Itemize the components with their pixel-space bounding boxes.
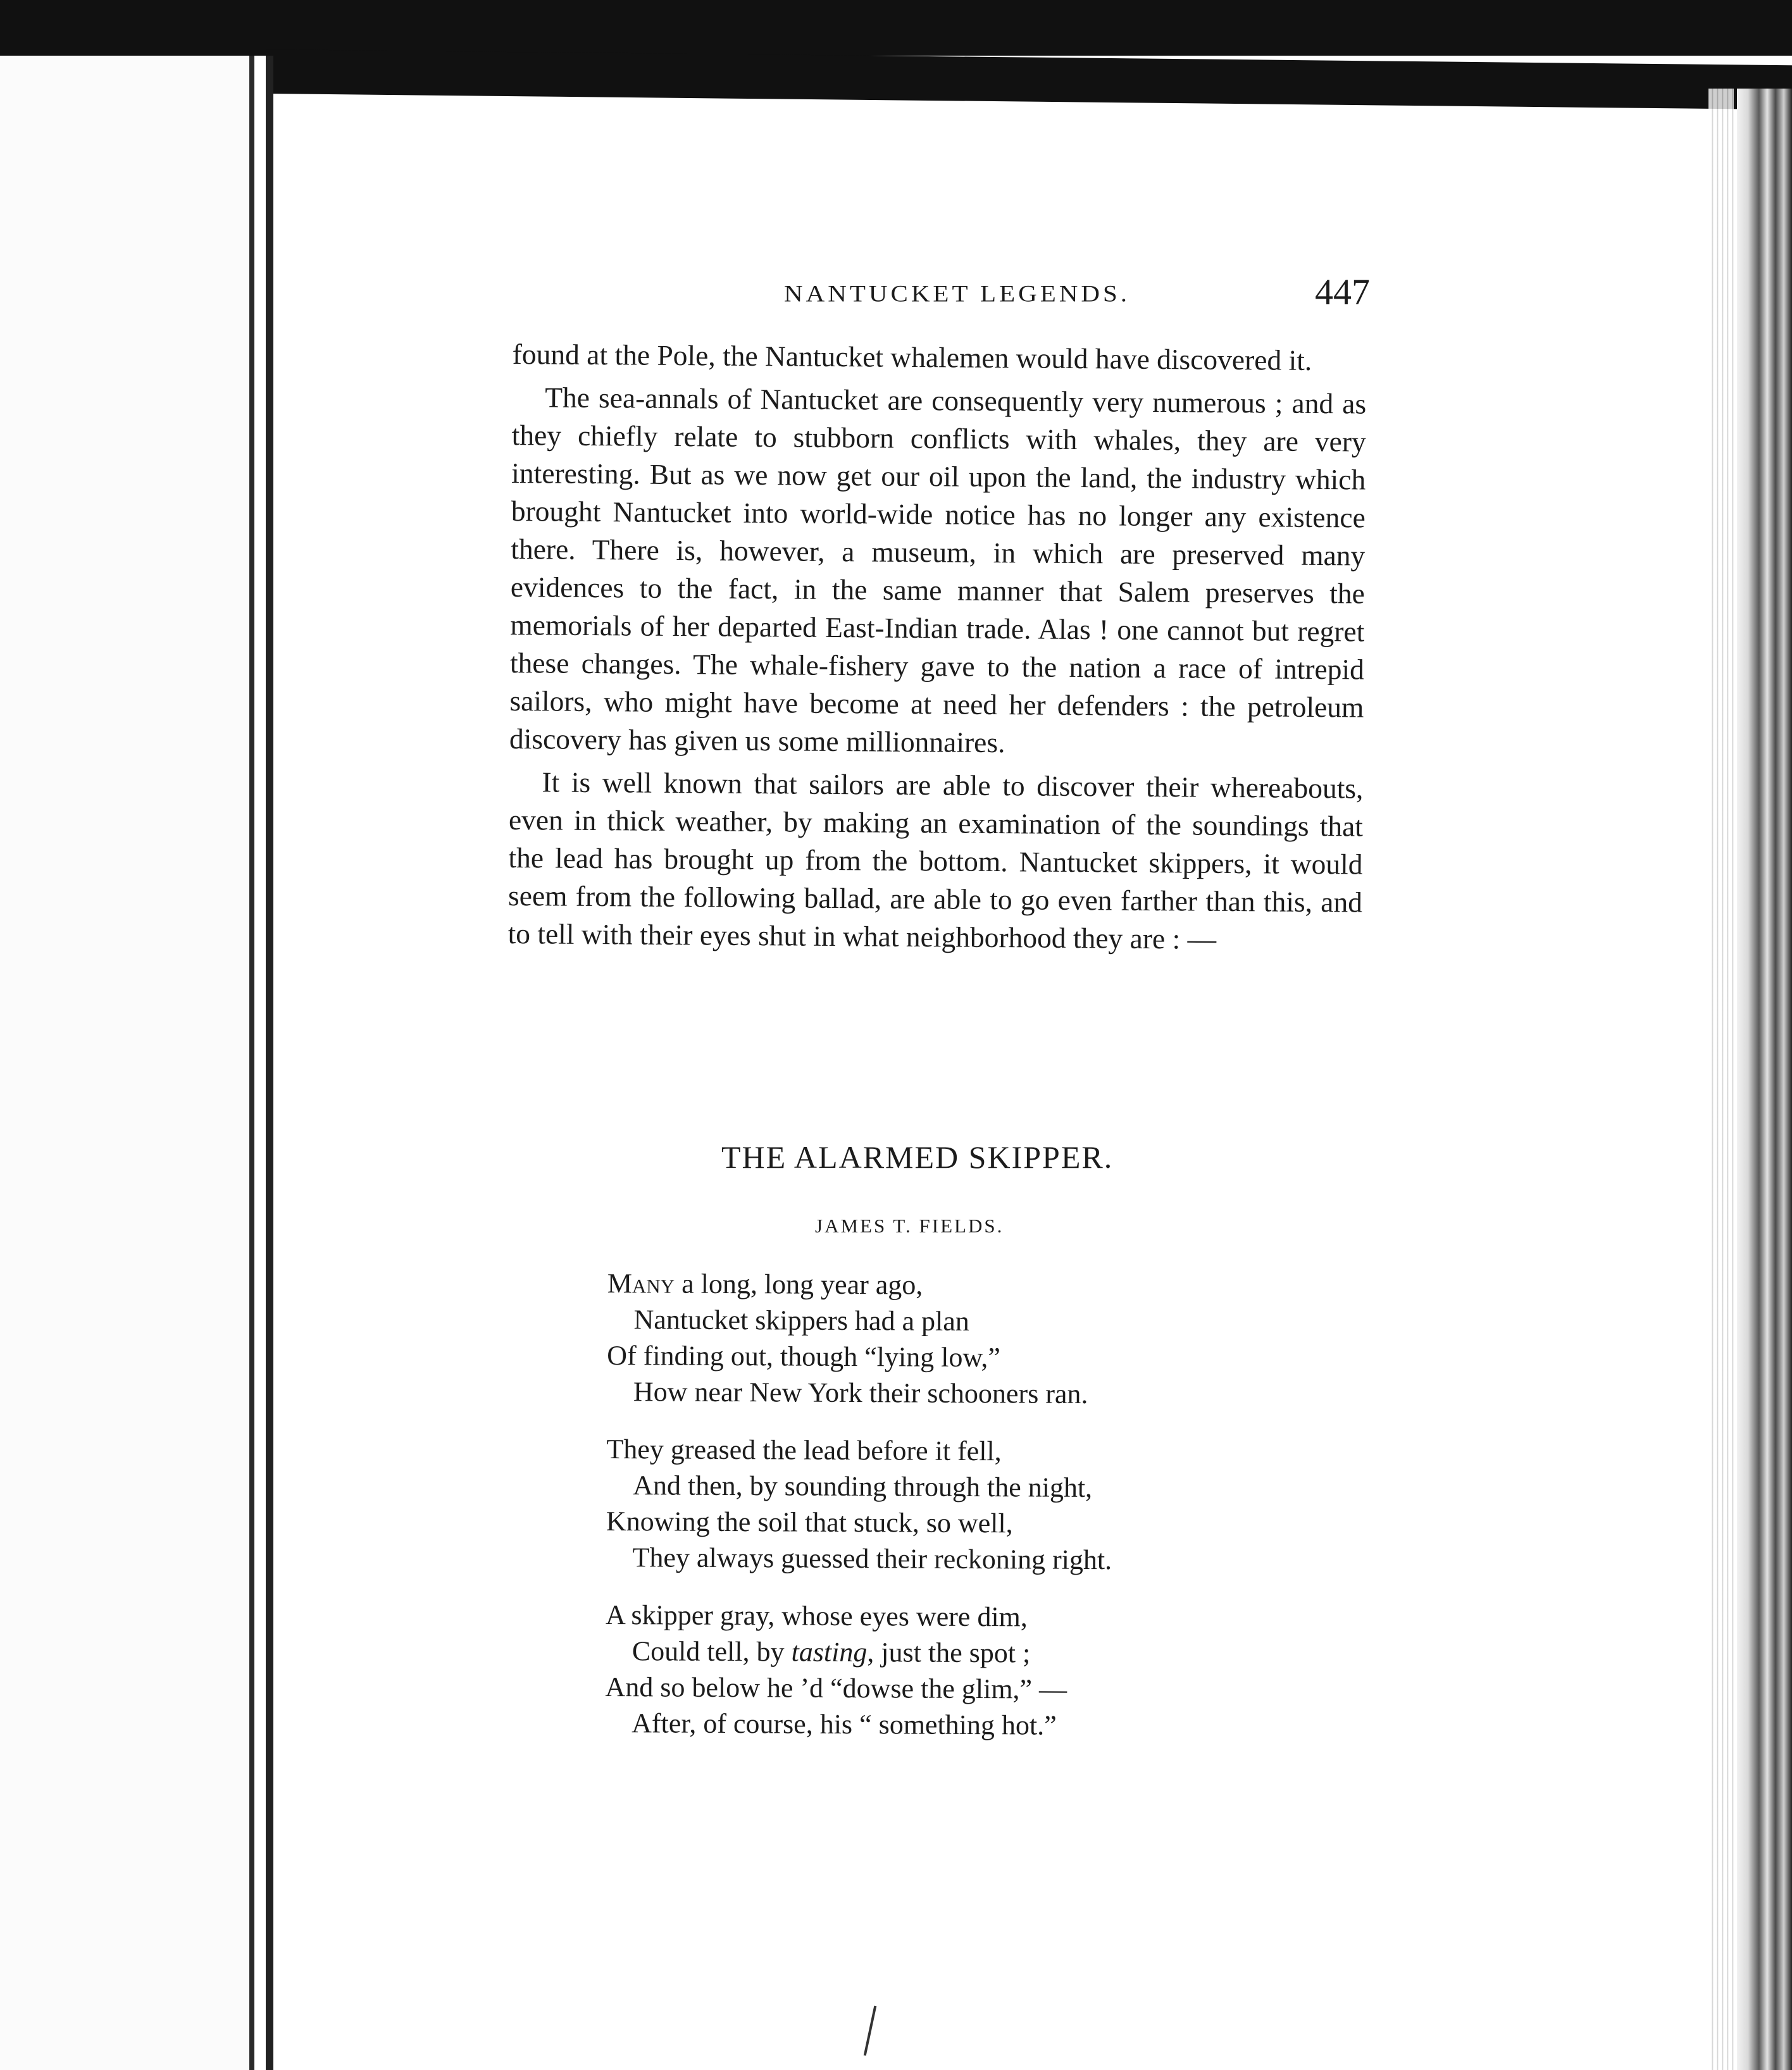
page-left-edge xyxy=(266,56,273,2070)
drop-word: Many xyxy=(607,1268,675,1299)
book-binding-edge xyxy=(1737,89,1792,2070)
italic-word: tasting xyxy=(791,1636,868,1668)
poem-line: And so below he ’d “dowse the glim,” — xyxy=(605,1671,1067,1705)
line-text: , just the spot ; xyxy=(867,1637,1031,1669)
poem-line: How near New York their schooners ran. xyxy=(633,1376,1088,1410)
paragraph-3: It is well known that sailors are able to discover their whereabouts, even in thick weather, by making an examination of the soundings that the lead has brought up from the bottom. Nantucket skippers, it would seem from the following ballad, are able to go even farther than this, and to tell with their eyes shut in what neighborhood they are : — xyxy=(507,765,1364,955)
poem-line: Of finding out, though “lying low,” xyxy=(607,1339,1001,1373)
paragraph-2: The sea-annals of Nantucket are consequently very numerous ; and as they chiefly relate to stubborn conflicts with whales, they are very interesting. But as we now get our oil upon the land, the industry which brought Nantucket into world-wide notice has no longer any existence there. There is, however, a museum, in which are preserved many evidences to the fact, in the same manner that Salem preserves the memorials of her departed East-Indian trade. Alas ! one cannot but regret these changes. The whale-fishery gave to the nation a race of intrepid sailors, who might have become at need her defenders : the petroleum discovery has given us some millionnaires. xyxy=(509,381,1367,759)
running-head: NANTUCKET LEGENDS. xyxy=(784,280,1131,307)
poem-line: And then, by sounding through the night, xyxy=(633,1470,1093,1504)
facing-page-edge xyxy=(0,56,250,2070)
stanza-1 xyxy=(607,1265,1177,1413)
stanza-3 xyxy=(605,1597,1175,1744)
poem-line: Nantucket skippers had a plan xyxy=(633,1304,969,1337)
body-text xyxy=(507,335,1367,965)
page-number: 447 xyxy=(1315,271,1370,313)
poem-title: THE ALARMED SKIPPER. xyxy=(721,1139,1114,1175)
fore-edge-pages xyxy=(1708,89,1734,2070)
poem-line: Knowing the soil that stuck, so well, xyxy=(606,1505,1013,1539)
gutter-line xyxy=(249,56,254,2070)
poem-line: They always guessed their reckoning right. xyxy=(632,1542,1112,1576)
stanza-2 xyxy=(606,1431,1176,1578)
paragraph-1: found at the Pole, the Nantucket whalemen would have discovered it. xyxy=(512,337,1312,376)
poem-line: They greased the lead before it fell, xyxy=(606,1433,1002,1467)
poem-line xyxy=(606,1633,1175,1672)
poem-author: JAMES T. FIELDS. xyxy=(815,1215,1004,1237)
line-text: Could tell, by xyxy=(632,1635,792,1668)
scan-top-border xyxy=(0,0,1792,56)
poem-line: After, of course, his “ something hot.” xyxy=(632,1707,1057,1741)
poem-line: A skipper gray, whose eyes were dim, xyxy=(605,1599,1028,1633)
poem-body xyxy=(605,1265,1177,1766)
poem-line xyxy=(607,1265,1177,1305)
line-text: a long, long year ago, xyxy=(675,1268,923,1301)
